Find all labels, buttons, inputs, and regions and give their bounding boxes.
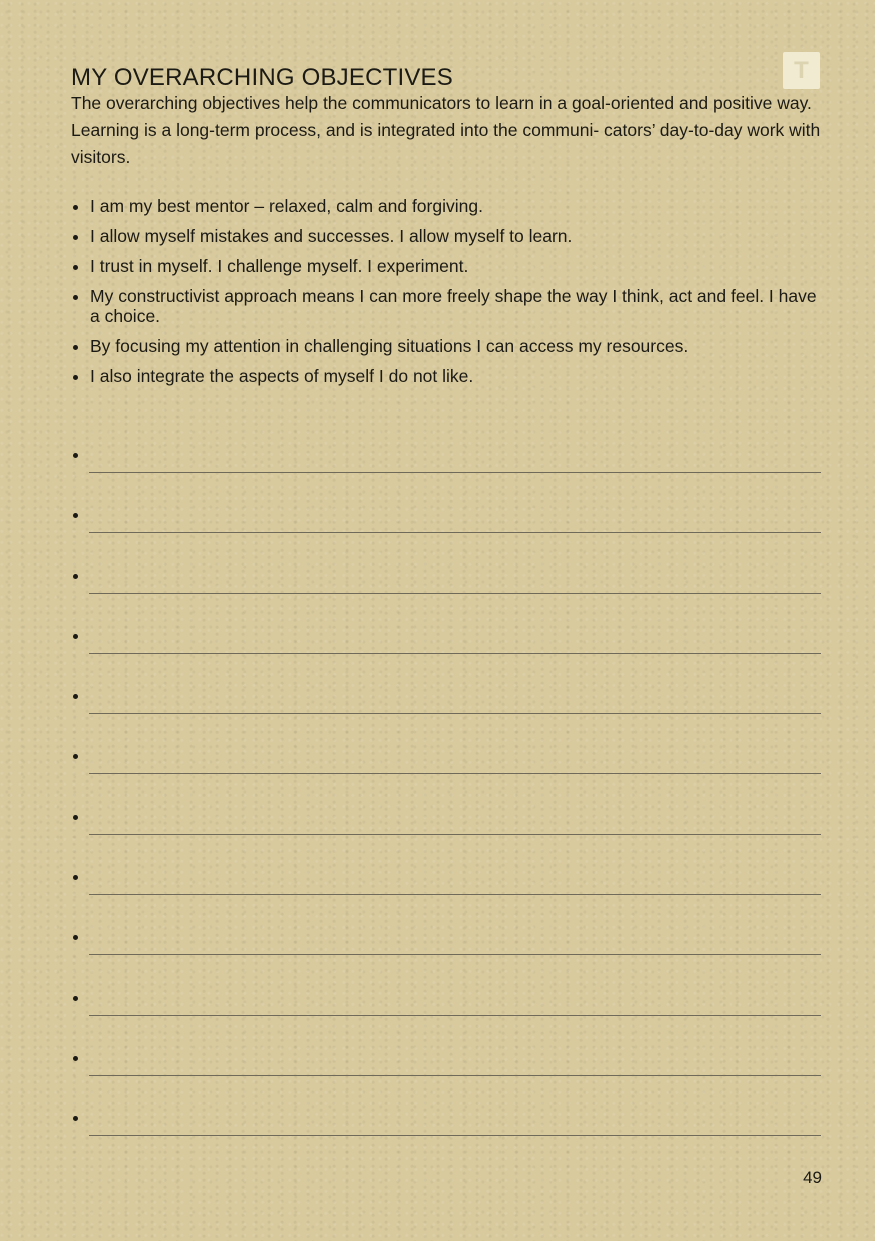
bullet-icon (73, 1116, 78, 1121)
blank-line (71, 922, 821, 982)
section-tab-badge (783, 52, 820, 89)
blank-line (71, 1043, 821, 1103)
bullet-icon (73, 935, 78, 940)
objective-item: My constructivist approach means I can more freely shape the way I think, act and feel. I have a choice. (71, 286, 823, 326)
objective-item: By focusing my attention in challenging situations I can access my resources. (71, 336, 823, 356)
blank-line (71, 500, 821, 560)
blank-writing-lines (71, 440, 821, 1164)
writing-rule (89, 834, 821, 835)
writing-rule (89, 894, 821, 895)
bullet-icon (73, 574, 78, 579)
writing-rule (89, 954, 821, 955)
page-title: MY OVERARCHING OBJECTIVES (71, 64, 453, 92)
objective-item: I also integrate the aspects of myself I do not like. (71, 366, 823, 386)
bullet-icon (73, 815, 78, 820)
bullet-icon (73, 996, 78, 1001)
bullet-icon (73, 754, 78, 759)
bullet-icon (73, 694, 78, 699)
blank-line (71, 440, 821, 500)
blank-line (71, 862, 821, 922)
writing-rule (89, 713, 821, 714)
writing-rule (89, 773, 821, 774)
blank-line (71, 1103, 821, 1163)
blank-line (71, 983, 821, 1043)
writing-rule (89, 472, 821, 473)
tab-badge-letter: T (794, 56, 809, 84)
writing-rule (89, 593, 821, 594)
writing-rule (89, 653, 821, 654)
blank-line (71, 802, 821, 862)
objective-item: I allow myself mistakes and successes. I allow myself to learn. (71, 226, 823, 246)
blank-line (71, 561, 821, 621)
objective-item: I am my best mentor – relaxed, calm and forgiving. (71, 196, 823, 216)
page-number: 49 (803, 1168, 822, 1187)
intro-paragraph: The overarching objectives help the communicators to learn in a goal-oriented and positive way. Learning is a long-term process, and is integrated into the communi- cators’ day-to-day work with visitors. (71, 93, 821, 167)
objective-item: I trust in myself. I challenge myself. I experiment. (71, 256, 823, 276)
writing-rule (89, 532, 821, 533)
bullet-icon (73, 453, 78, 458)
writing-rule (89, 1075, 821, 1076)
writing-rule (89, 1015, 821, 1016)
blank-line (71, 681, 821, 741)
writing-rule (89, 1135, 821, 1136)
objectives-list (71, 196, 823, 396)
blank-line (71, 621, 821, 681)
bullet-icon (73, 513, 78, 518)
blank-line (71, 741, 821, 801)
bullet-icon (73, 634, 78, 639)
bullet-icon (73, 875, 78, 880)
bullet-icon (73, 1056, 78, 1061)
